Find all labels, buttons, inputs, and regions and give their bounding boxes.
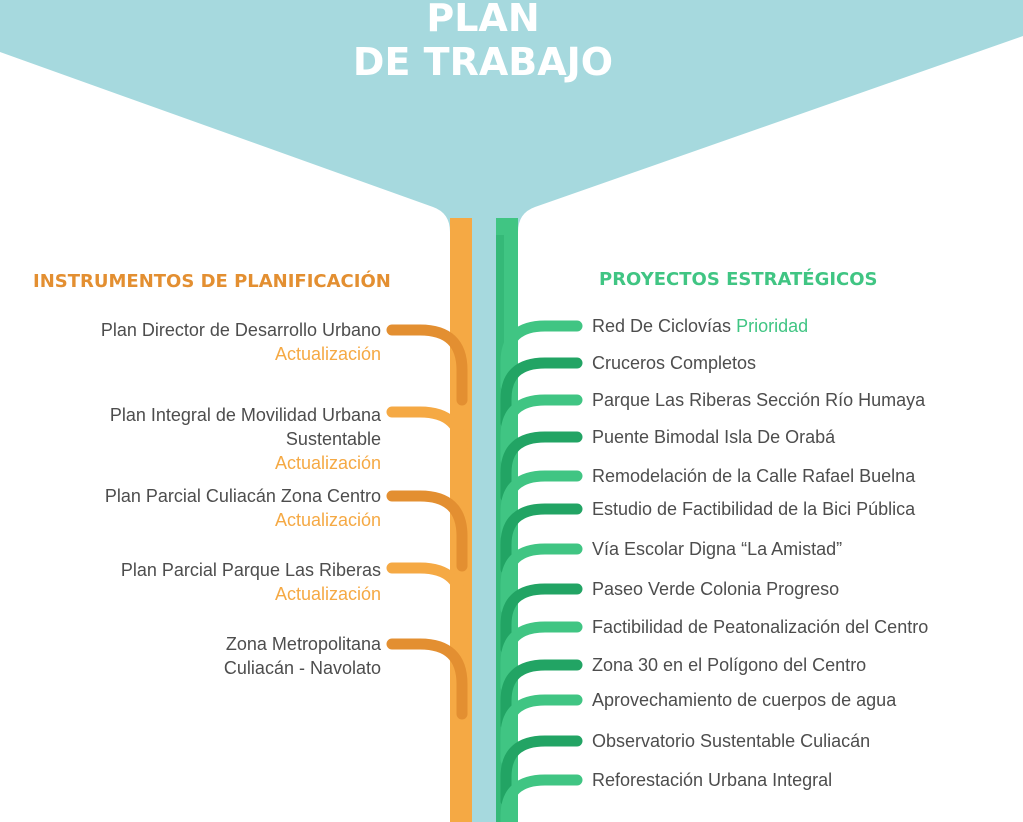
status-label: Actualización — [274, 344, 381, 364]
planning-instrument-item — [110, 403, 381, 475]
project-label: Remodelación de la Calle Rafael Buelna — [592, 466, 916, 486]
strategic-project-item — [592, 578, 839, 600]
strategic-project-item — [592, 654, 866, 676]
strategic-project-item — [592, 426, 835, 448]
strategic-project-item — [592, 389, 925, 411]
project-label: Factibilidad de Peatonalización del Centro — [592, 617, 929, 637]
project-label: Estudio de Factibilidad de la Bici Pública — [592, 499, 916, 519]
strategic-project-item — [592, 769, 832, 791]
strategic-project-item — [592, 352, 756, 374]
project-label: Observatorio Sustentable Culiacán — [592, 731, 871, 751]
project-label: Zona 30 en el Polígono del Centro — [592, 655, 867, 675]
right-section-heading: PROYECTOS ESTRATÉGICOS — [599, 269, 878, 290]
planning-instrument-label: Zona Metropolitana — [225, 634, 381, 654]
priority-tag: Prioridad — [736, 316, 809, 336]
planning-instrument-label: Sustentable — [285, 429, 381, 449]
project-label: Red De Ciclovías — [592, 316, 732, 336]
project-label: Aprovechamiento de cuerpos de agua — [592, 690, 897, 710]
planning-instrument-label: Culiacán - Navolato — [223, 658, 381, 678]
status-label: Actualización — [274, 510, 381, 530]
strategic-project-item — [592, 315, 808, 337]
status-label: Actualización — [274, 453, 381, 473]
strategic-project-item — [592, 689, 896, 711]
planning-instrument-item — [105, 484, 381, 532]
title-line-2: DE TRABAJO — [352, 40, 614, 84]
project-label: Vía Escolar Digna “La Amistad” — [592, 539, 843, 559]
status-label: Actualización — [274, 584, 381, 604]
strategic-project-item — [592, 498, 915, 520]
project-label: Puente Bimodal Isla De Orabá — [592, 427, 836, 447]
planning-instrument-label: Plan Parcial Culiacán Zona Centro — [104, 486, 381, 506]
strategic-project-item — [592, 616, 928, 638]
strategic-project-item — [592, 538, 842, 560]
planning-instrument-label: Plan Integral de Movilidad Urbana — [109, 405, 381, 425]
project-label: Cruceros Completos — [592, 353, 757, 373]
left-section-heading: INSTRUMENTOS DE PLANIFICACIÓN — [33, 271, 391, 292]
planning-instrument-item — [101, 318, 381, 366]
planning-instrument-item — [121, 558, 381, 606]
planning-instrument-label: Plan Parcial Parque Las Riberas — [120, 560, 381, 580]
project-label: Paseo Verde Colonia Progreso — [592, 579, 840, 599]
strategic-project-item — [592, 465, 915, 487]
strategic-project-item — [592, 730, 870, 752]
project-label: Parque Las Riberas Sección Río Humaya — [592, 390, 926, 410]
title-line-1: PLAN — [426, 0, 540, 40]
project-label: Reforestación Urbana Integral — [592, 770, 833, 790]
planning-instrument-item — [224, 632, 381, 680]
planning-instrument-label: Plan Director de Desarrollo Urbano — [100, 320, 381, 340]
